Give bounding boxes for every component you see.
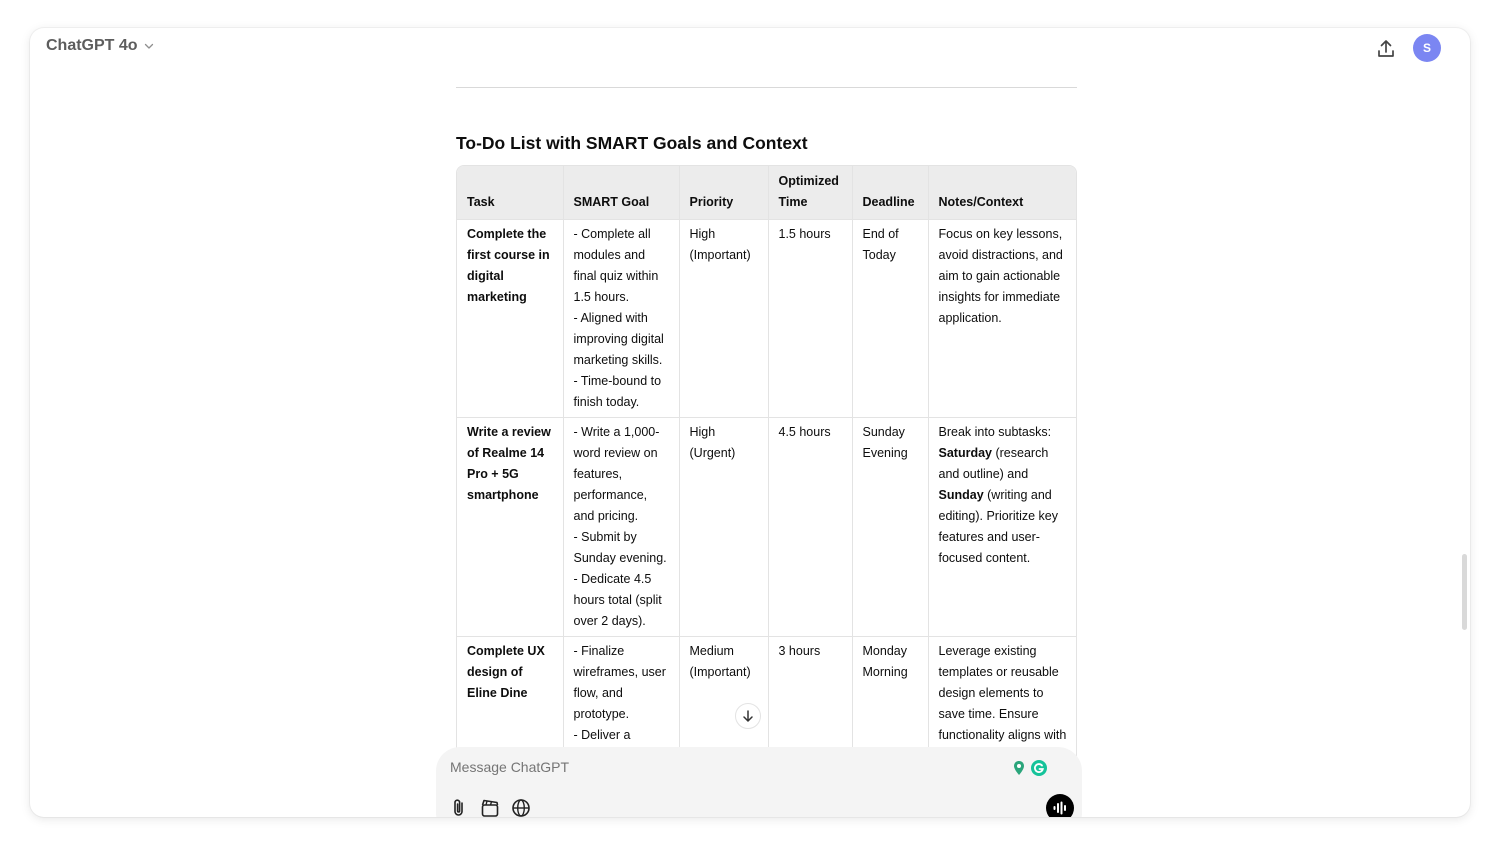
goal-line: - Dedicate 4.5 hours total (split over 2 days). (573, 572, 662, 628)
scrollbar-thumb[interactable] (1462, 554, 1467, 630)
deadline-cell: Monday Morning (852, 637, 928, 818)
todo-table (456, 165, 1077, 817)
priority-cell: Medium (Important) (679, 637, 768, 818)
goal-line: - Time-bound to finish today. (573, 374, 662, 409)
message-input[interactable] (450, 759, 990, 775)
voice-mode-button[interactable] (1046, 794, 1074, 817)
col-header-deadline: Deadline (852, 166, 928, 220)
notes-bold: Saturday (938, 446, 992, 460)
notes-text: Focus on key lessons, avoid distractions, and aim to gain actionable insights for immediate application. (938, 227, 1063, 325)
notes-bold: Sunday (938, 488, 984, 502)
task-cell: Complete UX design of Eline Dine (457, 637, 563, 818)
smart-goal-cell (563, 418, 679, 637)
task-cell: Complete the first course in digital marketing (457, 220, 563, 418)
goal-line: - Write a 1,000-word review on features, performance, and pricing. (573, 425, 660, 523)
time-cell: 4.5 hours (768, 418, 852, 637)
notes-text: (writing and editing). Prioritize key features and user-focused content. (938, 488, 1058, 565)
deadline-cell: Sunday Evening (852, 418, 928, 637)
voice-mode-icon (1052, 800, 1068, 816)
notes-cell (928, 418, 1077, 637)
model-name: ChatGPT 4o (46, 37, 138, 54)
table-row (457, 220, 1077, 418)
col-header-priority: Priority (679, 166, 768, 220)
notes-text: Leverage existing templates or reusable design elements to save time. Ensure functionality aligns with (938, 644, 1067, 742)
deadline-cell: End of Today (852, 220, 928, 418)
paperclip-icon[interactable] (448, 797, 470, 817)
notes-text: Break into subtasks: (938, 425, 1052, 439)
priority-cell: High (Important) (679, 220, 768, 418)
col-header-notes: Notes/Context (928, 166, 1077, 220)
notes-cell (928, 220, 1077, 418)
goal-line: - Deliver a (573, 728, 631, 742)
col-header-task: Task (457, 166, 563, 220)
goal-line: - Finalize wireframes, user flow, and prototype. (573, 644, 666, 721)
avatar[interactable]: S (1413, 34, 1441, 62)
col-header-optimized-time: Optimized Time (768, 166, 852, 220)
col-header-smart-goal: SMART Goal (563, 166, 679, 220)
chevron-down-icon (144, 41, 154, 51)
table-row (457, 418, 1077, 637)
notes-text: (research and outline) and (938, 446, 1049, 481)
section-title: To-Do List with SMART Goals and Context (456, 133, 808, 153)
message-composer (436, 747, 1082, 817)
smart-goal-cell (563, 220, 679, 418)
chat-window (30, 28, 1470, 817)
time-cell: 3 hours (768, 637, 852, 818)
arrow-down-icon (741, 709, 755, 723)
time-cell: 1.5 hours (768, 220, 852, 418)
scroll-down-button[interactable] (735, 703, 761, 729)
table-header-row (457, 166, 1077, 220)
goal-line: - Complete all modules and final quiz within 1.5 hours. (573, 227, 659, 304)
goal-line: - Submit by Sunday evening. (573, 530, 667, 565)
grammarly-icon[interactable] (1030, 759, 1048, 777)
model-selector[interactable] (46, 37, 154, 55)
goal-line: - Aligned with improving digital marketing skills. (573, 311, 664, 367)
extension-icons (1010, 759, 1048, 777)
share-icon[interactable] (1374, 37, 1398, 61)
globe-icon[interactable] (510, 797, 532, 817)
task-cell: Write a review of Realme 14 Pro + 5G smartphone (457, 418, 563, 637)
top-bar (30, 28, 1470, 70)
video-clapper-icon[interactable] (479, 797, 501, 817)
section-divider (456, 87, 1077, 88)
priority-cell: High (Urgent) (679, 418, 768, 637)
location-pin-icon[interactable] (1010, 759, 1028, 777)
